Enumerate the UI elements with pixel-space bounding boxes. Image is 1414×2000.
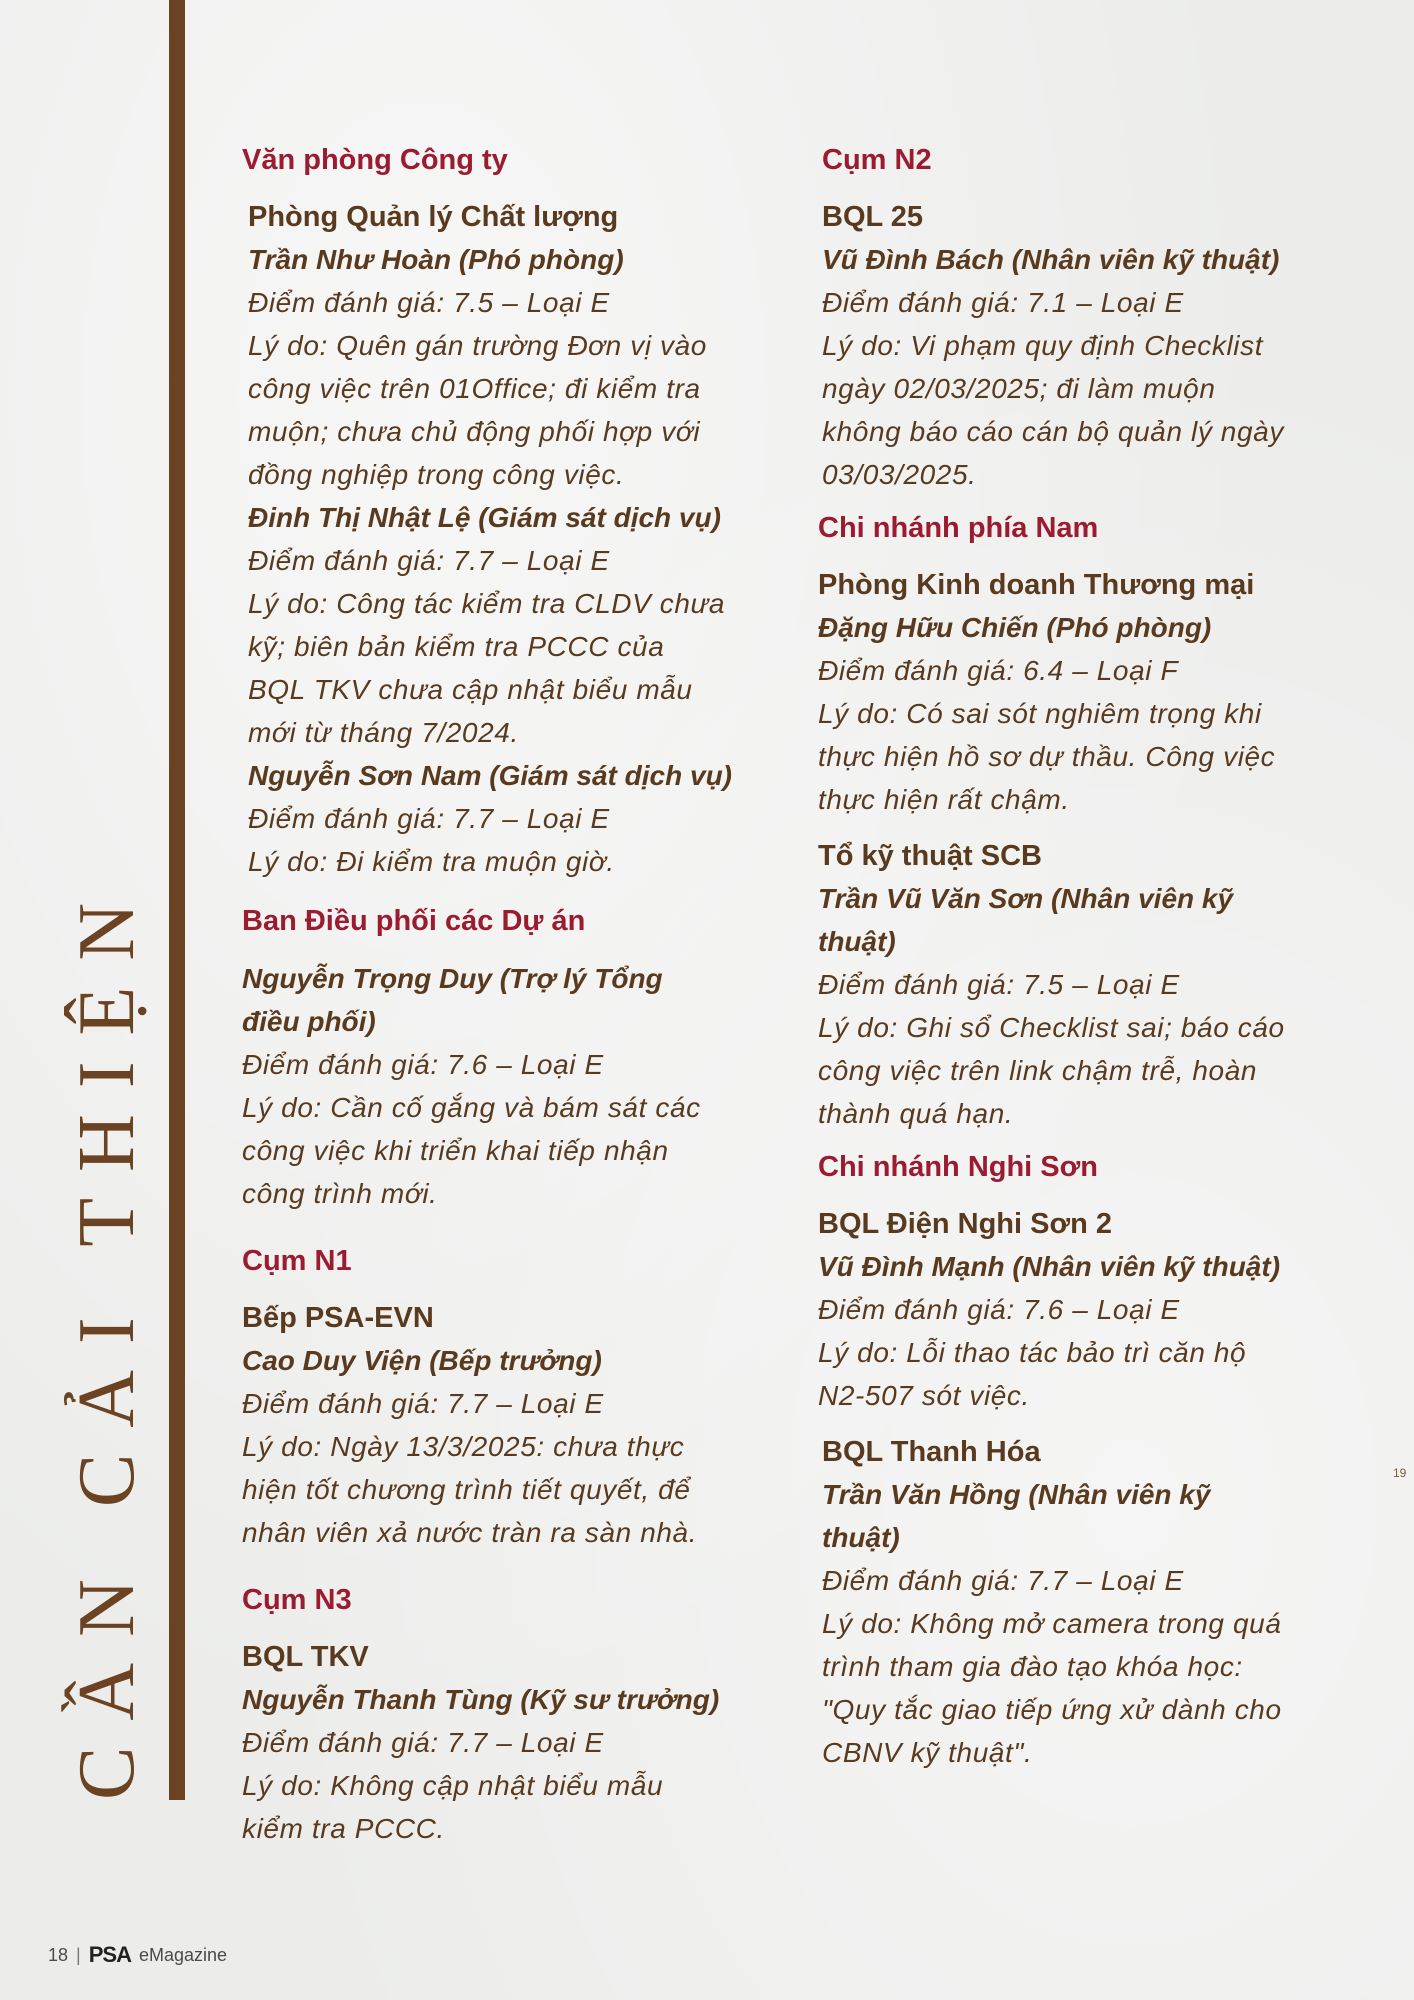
unit-block — [242, 1297, 772, 1554]
psa-logo: PSA — [88, 1942, 131, 1967]
reason-line: N2-507 sót việc. — [818, 1380, 1030, 1411]
score-line: Điểm đánh giá: 7.5 – Loại E — [248, 287, 610, 318]
reason-line: thành quá hạn. — [818, 1098, 1014, 1129]
reason-line: công trình mới. — [242, 1178, 438, 1209]
reason-line: mới từ tháng 7/2024. — [248, 717, 519, 748]
person-name: Nguyễn Sơn Nam (Giám sát dịch vụ) — [248, 760, 732, 791]
reason-line: thực hiện rất chậm. — [818, 784, 1070, 815]
unit-name: Phòng Quản lý Chất lượng — [248, 201, 619, 233]
section-title: Văn phòng Công ty — [242, 144, 508, 176]
unit-name: BQL TKV — [242, 1641, 369, 1673]
right-column — [818, 140, 1338, 1774]
reason-line: "Quy tắc giao tiếp ứng xử dành cho — [822, 1694, 1282, 1725]
reason-line: Lý do: Không mở camera trong quá — [822, 1608, 1282, 1639]
page-number-right: 19 — [1393, 1466, 1407, 1480]
reason-line: công việc trên link chậm trễ, hoàn — [818, 1055, 1258, 1086]
reason-line: Lý do: Vi phạm quy định Checklist — [822, 330, 1264, 361]
section-title: Cụm N3 — [242, 1584, 352, 1616]
page-number: 18 — [48, 1944, 69, 1965]
unit-name: Bếp PSA-EVN — [242, 1302, 434, 1334]
unit-name: Tổ kỹ thuật SCB — [818, 840, 1042, 872]
reason-line: Lý do: Có sai sót nghiêm trọng khi — [818, 698, 1262, 729]
person-name: Trần Văn Hồng (Nhân viên kỹ — [822, 1479, 1211, 1510]
reason-line: muộn; chưa chủ động phối hợp với — [248, 416, 701, 447]
reason-line: công việc khi triển khai tiếp nhận — [242, 1135, 669, 1166]
reason-line: Lý do: Lỗi thao tác bảo trì căn hộ — [818, 1337, 1247, 1368]
score-line: Điểm đánh giá: 7.6 – Loại E — [818, 1294, 1180, 1325]
unit-name: BQL 25 — [822, 201, 924, 233]
unit-name: Phòng Kinh doanh Thương mại — [818, 569, 1255, 601]
score-line: Điểm đánh giá: 7.7 – Loại E — [822, 1565, 1184, 1596]
reason-line: Lý do: Ngày 13/3/2025: chưa thực — [242, 1431, 685, 1462]
person-name: thuật) — [818, 926, 896, 957]
unit-block — [818, 564, 1338, 821]
reason-line: kiểm tra PCCC. — [242, 1813, 445, 1844]
side-title: CẦN CẢI THIỆN — [63, 876, 151, 1800]
unit-block — [248, 196, 772, 883]
reason-line: thực hiện hồ sơ dự thầu. Công việc — [818, 741, 1276, 772]
reason-line: Lý do: Công tác kiểm tra CLDV chưa — [248, 588, 726, 619]
person-name: Nguyễn Trọng Duy (Trợ lý Tổng — [242, 963, 663, 994]
reason-line: Lý do: Đi kiểm tra muộn giờ. — [248, 846, 615, 877]
person-name: Vũ Đình Bách (Nhân viên kỹ thuật) — [822, 244, 1280, 275]
left-column — [242, 140, 772, 1850]
person-name: thuật) — [822, 1522, 900, 1553]
unit-block — [818, 1203, 1338, 1417]
score-line: Điểm đánh giá: 7.1 – Loại E — [822, 287, 1184, 318]
section-title: Cụm N1 — [242, 1245, 352, 1277]
score-line: Điểm đánh giá: 6.4 – Loại F — [818, 655, 1179, 686]
reason-line: 03/03/2025. — [822, 459, 977, 490]
reason-line: công việc trên 01Office; đi kiểm tra — [248, 373, 701, 404]
score-line: Điểm đánh giá: 7.7 – Loại E — [248, 545, 610, 576]
person-name: Đinh Thị Nhật Lệ (Giám sát dịch vụ) — [248, 502, 721, 533]
reason-line: CBNV kỹ thuật". — [822, 1737, 1033, 1768]
unit-block — [818, 835, 1338, 1135]
section-title: Chi nhánh Nghi Sơn — [818, 1151, 1098, 1183]
unit-name: BQL Thanh Hóa — [822, 1436, 1041, 1468]
person-name: Trần Vũ Văn Sơn (Nhân viên kỹ — [818, 883, 1234, 914]
person-name: Vũ Đình Mạnh (Nhân viên kỹ thuật) — [818, 1251, 1281, 1282]
section-title: Chi nhánh phía Nam — [818, 512, 1099, 544]
reason-line: kỹ; biên bản kiểm tra PCCC của — [248, 631, 665, 662]
section-title: Ban Điều phối các Dự án — [242, 905, 586, 937]
vertical-accent-bar — [169, 0, 185, 1800]
person-name: Đặng Hữu Chiến (Phó phòng) — [818, 612, 1212, 643]
score-line: Điểm đánh giá: 7.7 – Loại E — [242, 1388, 604, 1419]
reason-line: BQL TKV chưa cập nhật biểu mẫu — [248, 674, 693, 705]
score-line: Điểm đánh giá: 7.6 – Loại E — [242, 1049, 604, 1080]
person-name: điều phối) — [242, 1006, 376, 1037]
magazine-label: eMagazine — [138, 1944, 228, 1965]
unit-name: BQL Điện Nghi Sơn 2 — [818, 1208, 1112, 1240]
score-line: Điểm đánh giá: 7.7 – Loại E — [242, 1727, 604, 1758]
score-line: Điểm đánh giá: 7.7 – Loại E — [248, 803, 610, 834]
unit-block — [822, 1431, 1338, 1774]
reason-line: hiện tốt chương trình tiết quyết, để — [242, 1474, 691, 1505]
reason-line: nhân viên xả nước tràn ra sàn nhà. — [242, 1517, 698, 1548]
person-name: Trần Như Hoàn (Phó phòng) — [248, 244, 624, 275]
footer-separator: | — [76, 1944, 81, 1965]
unit-block — [242, 1636, 772, 1850]
reason-line: Lý do: Quên gán trường Đơn vị vào — [248, 330, 707, 361]
reason-line: Lý do: Không cập nhật biểu mẫu — [242, 1770, 664, 1801]
score-line: Điểm đánh giá: 7.5 – Loại E — [818, 969, 1180, 1000]
person-name: Cao Duy Viện (Bếp trưởng) — [242, 1345, 602, 1376]
reason-line: trình tham gia đào tạo khóa học: — [822, 1651, 1243, 1682]
reason-line: Lý do: Cần cố gắng và bám sát các — [242, 1092, 701, 1123]
reason-line: ngày 02/03/2025; đi làm muộn — [822, 373, 1216, 404]
footer — [48, 1942, 227, 1968]
unit-block — [242, 957, 772, 1215]
reason-line: đồng nghiệp trong công việc. — [248, 459, 625, 490]
person-name: Nguyễn Thanh Tùng (Kỹ sư trưởng) — [242, 1684, 720, 1715]
unit-block — [822, 196, 1338, 496]
reason-line: không báo cáo cán bộ quản lý ngày — [822, 416, 1284, 447]
section-title: Cụm N2 — [822, 144, 932, 176]
reason-line: Lý do: Ghi sổ Checklist sai; báo cáo — [818, 1012, 1285, 1043]
